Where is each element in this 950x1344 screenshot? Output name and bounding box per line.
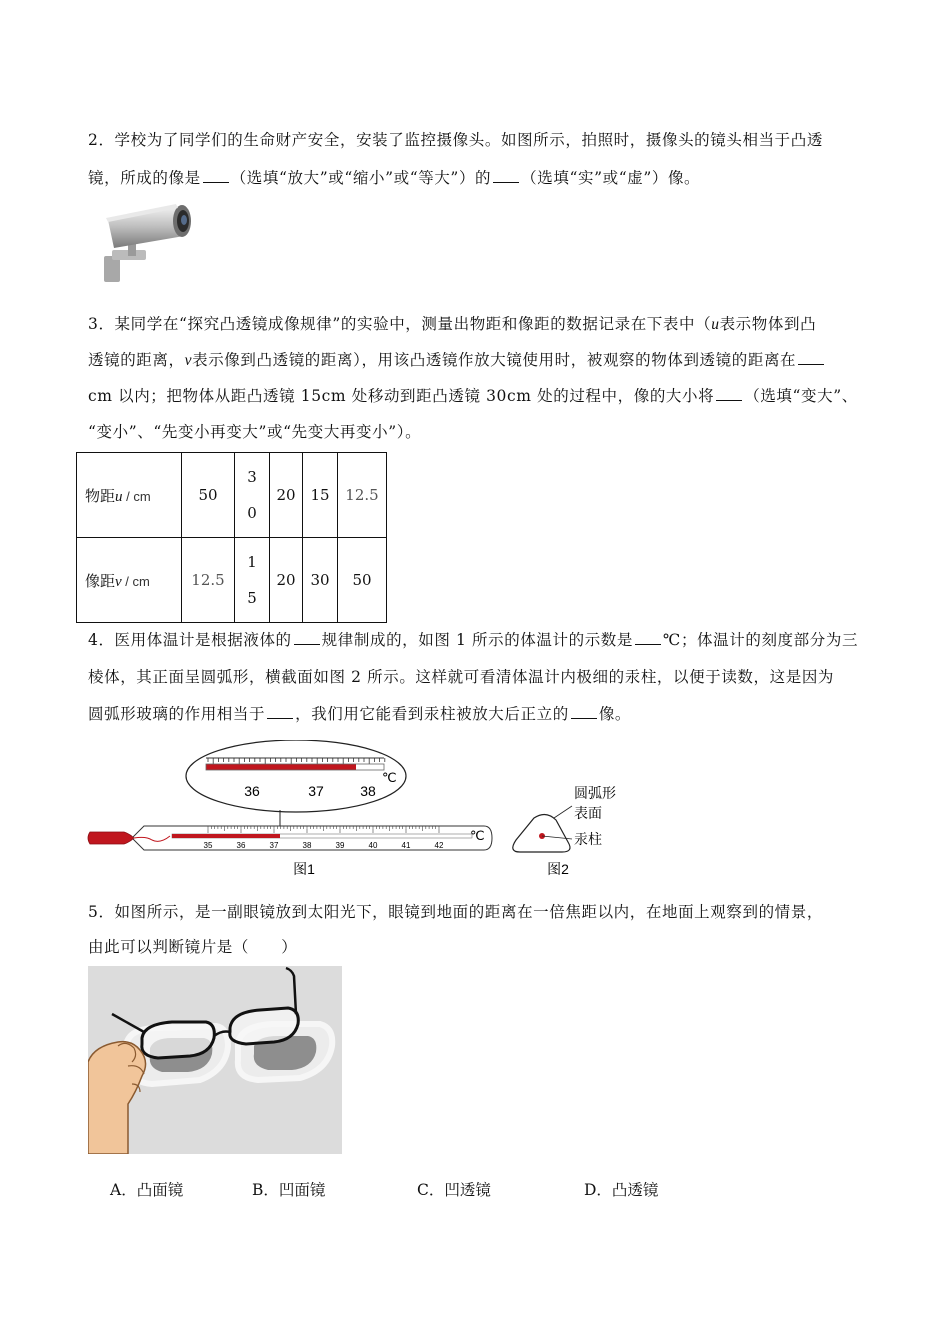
q4-line-2: 棱体，其正面呈圆弧形，横截面如图 2 所示。这样就可看清体温计内极细的汞柱，以便于读数，这是因为 xyxy=(88,668,835,686)
q2-text: （选填“实”或“虚”）像。 xyxy=(521,169,701,187)
q4-line-1 xyxy=(88,628,858,650)
thermometer-figure xyxy=(84,740,644,880)
zoom-tick-label: 37 xyxy=(308,783,324,799)
q2-line-2 xyxy=(88,166,700,188)
answer-blank xyxy=(635,630,661,645)
q5-line-2: 由此可以判断镜片是（ ） xyxy=(88,938,298,956)
scale-tick-label: 41 xyxy=(401,841,411,850)
q3-line-4: “变小”、“先变小再变大”或“先变大再变小”）。 xyxy=(88,423,422,441)
q2-text: 镜，所成的像是 xyxy=(88,169,201,187)
option-d[interactable]: D．凸透镜 xyxy=(584,1181,659,1199)
data-table xyxy=(76,452,387,623)
var-v: v xyxy=(184,352,193,369)
q4-line-3 xyxy=(88,702,631,724)
label-surface-1: 圆弧形 xyxy=(574,785,616,801)
q5-line-1: 5．如图所示，是一副眼镜放到太阳光下，眼镜到地面的距离在一倍焦距以内，在地面上观察到的情景， xyxy=(88,903,823,921)
q2-line-1: 2．学校为了同学们的生命财产安全，安装了监控摄像头。如图所示，拍照时，摄像头的镜头相当于凸透 xyxy=(88,131,823,149)
label-surface-2: 表面 xyxy=(574,805,602,821)
table-row xyxy=(77,538,387,623)
var-u: u xyxy=(711,316,720,333)
q3-line-1 xyxy=(88,312,816,334)
fig1-caption: 图1 xyxy=(293,861,315,877)
label-mercury: 汞柱 xyxy=(574,831,602,847)
q4-text: 圆弧形玻璃的作用相当于 xyxy=(88,705,266,723)
q3-text: cm 以内；把物体从距凸透镜 15cm 处移动到距凸透镜 30cm 处的过程中，像的大小将 xyxy=(88,387,715,405)
zoom-unit: ℃ xyxy=(382,770,397,785)
q3-line-2 xyxy=(88,348,826,370)
q3-text: 3．某同学在“探究凸透镜成像规律”的实验中，测量出物距和像距的数据记录在下表中（ xyxy=(88,315,712,333)
table-cell: 1 5 xyxy=(235,538,270,623)
answer-blank xyxy=(571,704,597,719)
q3-text: 表示物体到凸 xyxy=(719,315,817,333)
table-cell: 20 xyxy=(270,538,303,623)
q3-text: 表示像到凸透镜的距离），用该凸透镜作放大镜使用时，被观察的物体到透镜的距离在 xyxy=(192,351,797,369)
q3-text: （选填“变大”、 xyxy=(744,387,858,405)
scale-unit: ℃ xyxy=(470,828,485,843)
mercury-column xyxy=(172,834,280,838)
zoom-tick-label: 36 xyxy=(244,783,260,799)
answer-blank xyxy=(493,168,519,183)
table-cell: 12.5 xyxy=(182,538,235,623)
table-row xyxy=(77,453,387,538)
table-cell: 20 xyxy=(270,453,303,538)
table-cell: 12.5 xyxy=(338,453,387,538)
q4-text: 像。 xyxy=(598,705,632,723)
table-cell: 30 xyxy=(303,538,338,623)
scale-tick-label: 35 xyxy=(203,841,213,850)
security-camera-image xyxy=(98,200,196,286)
q2-text: （选填“放大”或“缩小”或“等大”）的 xyxy=(230,169,492,187)
row-label: 像距v / cm xyxy=(77,538,182,623)
table-cell: 3 0 xyxy=(235,453,270,538)
answer-blank xyxy=(294,630,320,645)
table-cell: 50 xyxy=(338,538,387,623)
q3-line-3 xyxy=(88,384,858,406)
option-a[interactable]: A．凸面镜 xyxy=(110,1181,184,1199)
q4-text: ，我们用它能看到汞柱被放大后正立的 xyxy=(295,705,569,723)
table-cell: 15 xyxy=(303,453,338,538)
q4-text: ℃；体温计的刻度部分为三 xyxy=(663,631,859,649)
glasses-photo xyxy=(88,966,342,1154)
scale-tick-label: 36 xyxy=(236,841,246,850)
q3-text: 透镜的距离， xyxy=(88,351,185,369)
fig2-caption: 图2 xyxy=(547,861,569,877)
scale-tick-label: 39 xyxy=(335,841,345,850)
option-c[interactable]: C．凹透镜 xyxy=(417,1181,491,1199)
scale-tick-label: 37 xyxy=(269,841,279,850)
answer-blank xyxy=(716,386,742,401)
zoom-mercury-column xyxy=(206,764,356,770)
option-b[interactable]: B．凹面镜 xyxy=(252,1181,326,1199)
scale-tick-label: 42 xyxy=(434,841,444,850)
q4-text: 规律制成的，如图 1 所示的体温计的示数是 xyxy=(321,631,633,649)
scale-tick-label: 40 xyxy=(368,841,378,850)
answer-blank xyxy=(798,350,824,365)
q4-text: 4．医用体温计是根据液体的 xyxy=(88,631,292,649)
row-label: 物距u / cm xyxy=(77,453,182,538)
zoom-tick-label: 38 xyxy=(360,783,376,799)
answer-blank xyxy=(203,168,229,183)
answer-blank xyxy=(267,704,293,719)
scale-tick-label: 38 xyxy=(302,841,312,850)
table-cell: 50 xyxy=(182,453,235,538)
